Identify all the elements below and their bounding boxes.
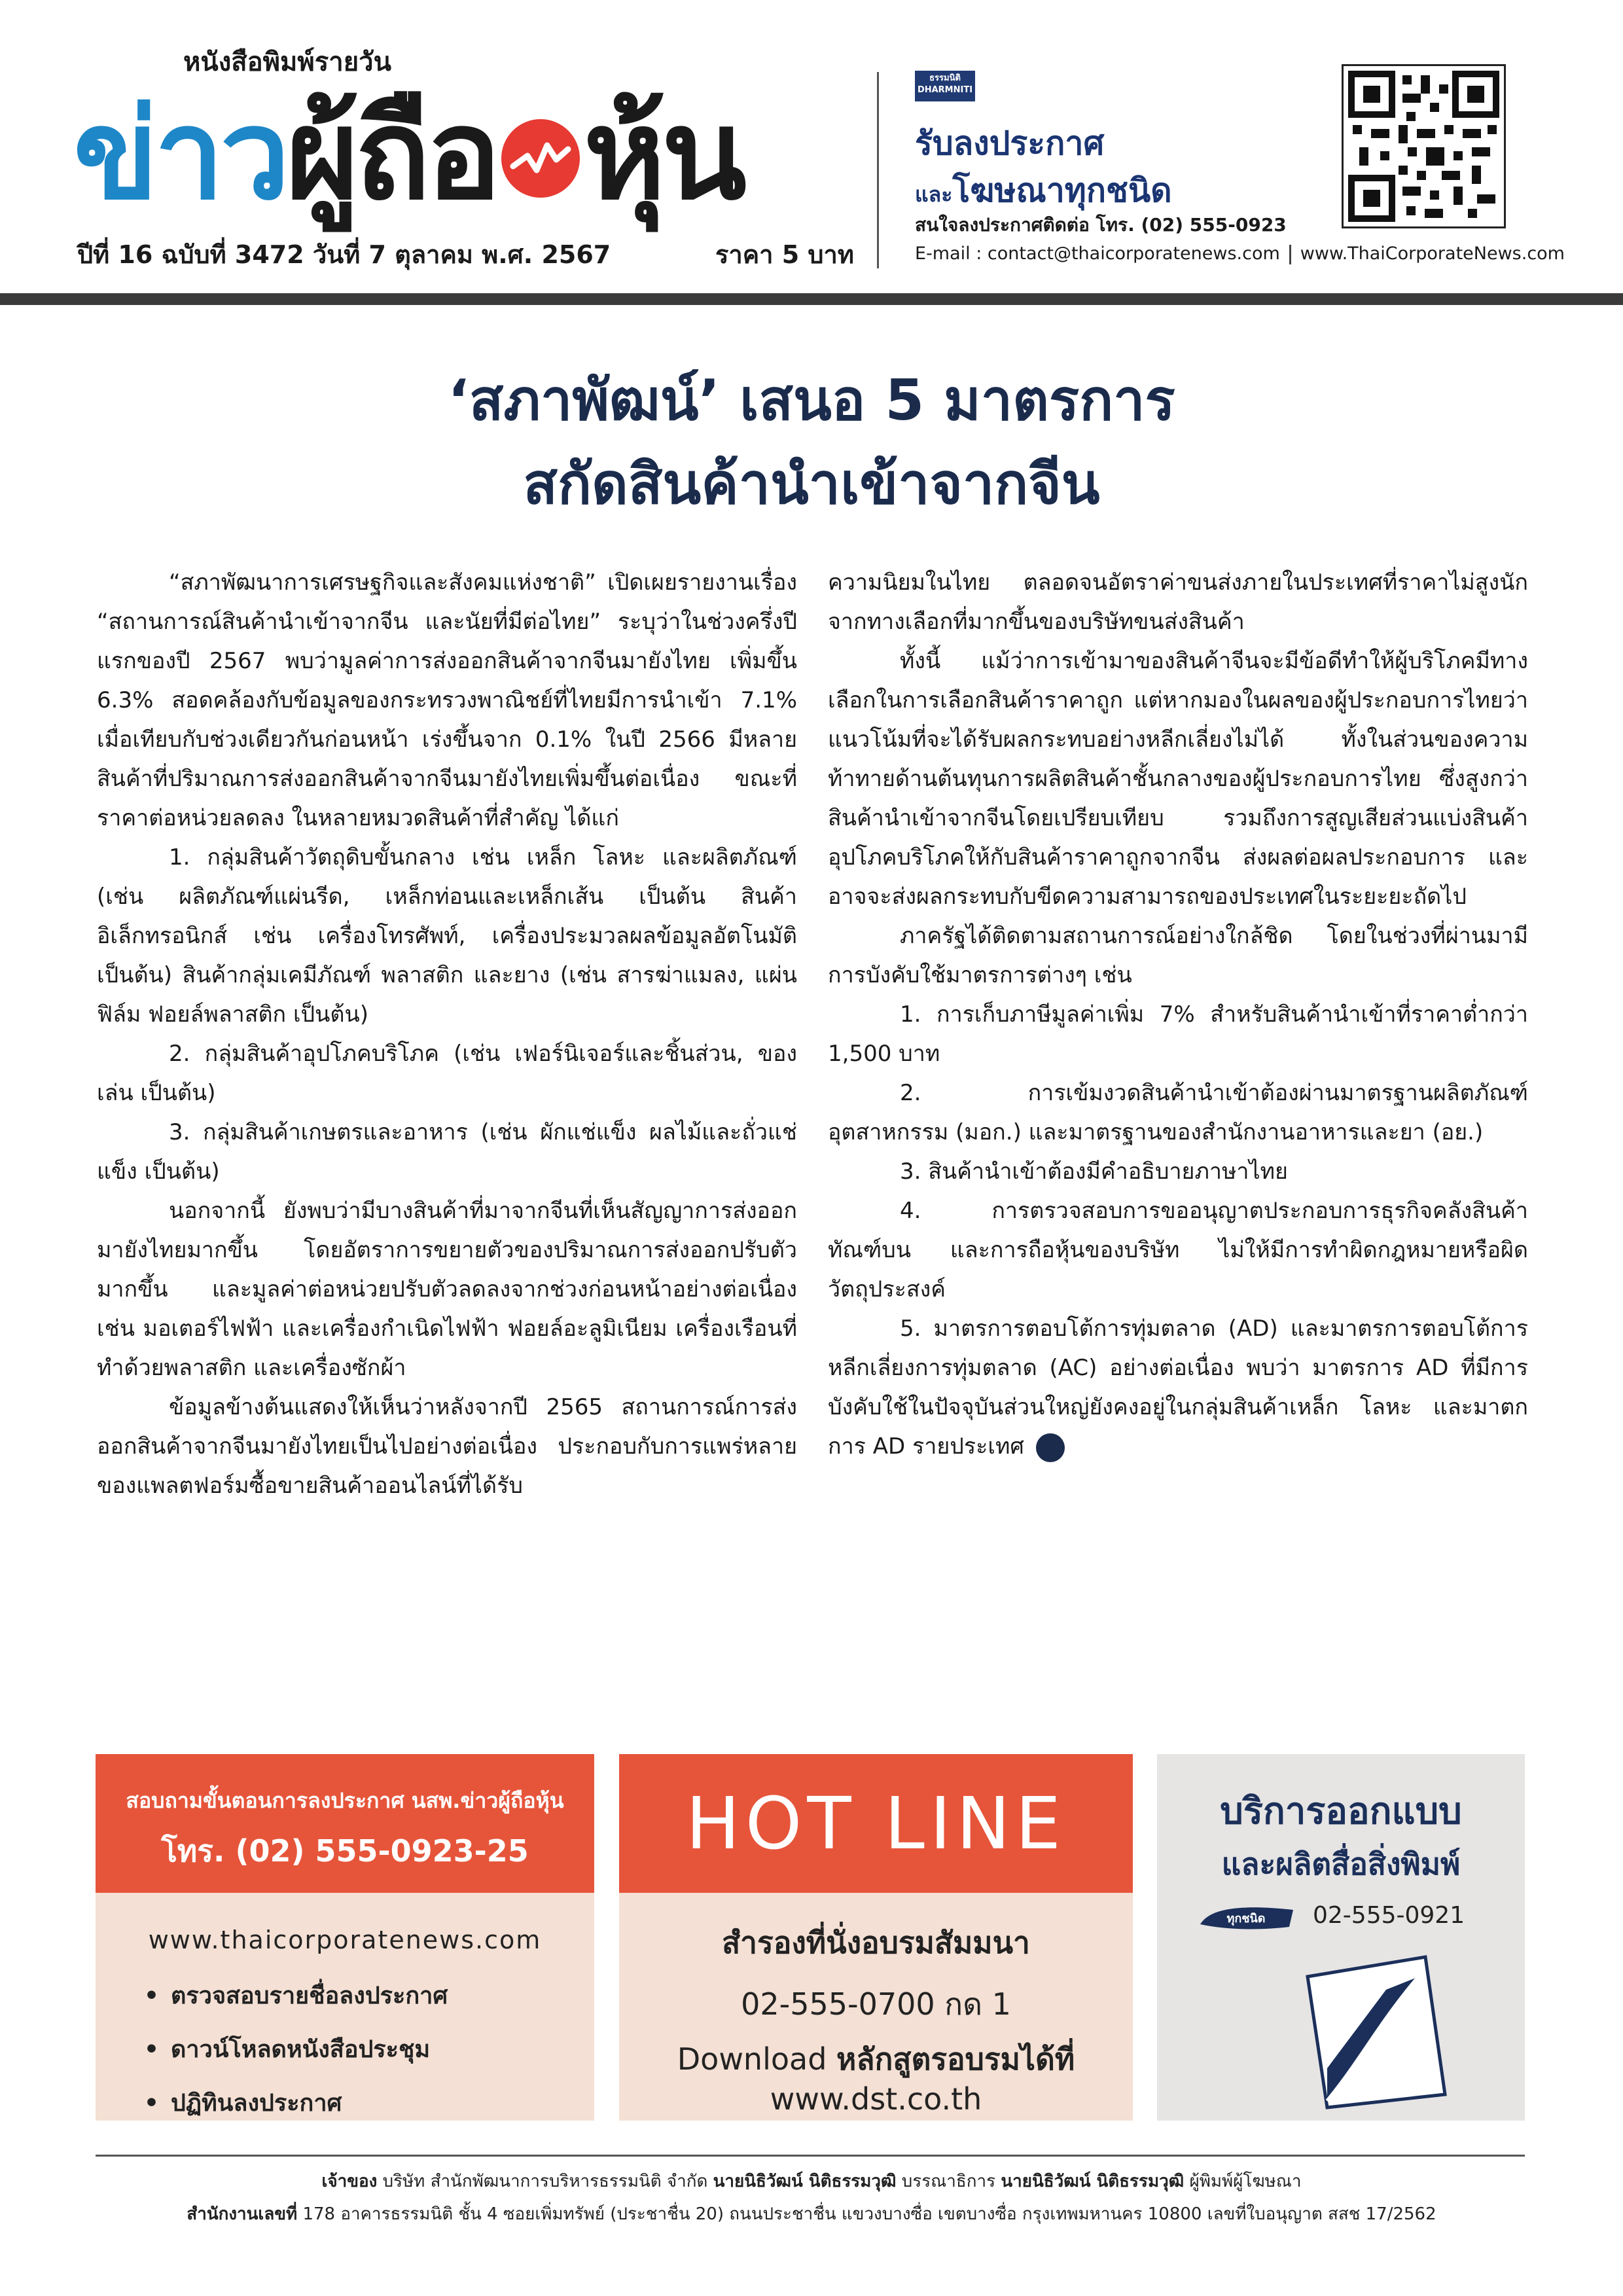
paragraph-text: 5. มาตรการตอบโต้การทุ่มตลาด (AD) และมาตรการตอบโต้การหลีกเลี่ยงการทุ่มตลาด (AC) อย่างต่อเนื่อง พบว่า มาตรการ AD ที่มีการบังคับใช้ในปัจจุบันส่วนใหญ่ยังคงอยู่ในกลุ่มสินค้าเหล็ก โลหะ และมาตกการ AD รายประเทศ — [828, 1316, 1528, 1460]
paragraph: 2. กลุ่มสินค้าอุปโภคบริโภค (เช่น เฟอร์นิเจอร์และชิ้นส่วน, ของเล่น เป็นต้น) — [97, 1041, 797, 1106]
advert-email[interactable]: E-mail : contact@thaicorporatenews.com — [915, 243, 1280, 264]
paragraph: 2. การเข้มงวดสินค้านำเข้าต้องผ่านมาตรฐานผลิตภัณฑ์อุตสาหกรรม (มอก.) และมาตรฐานของสำนักงานอาหารและยา (อย.) — [828, 1080, 1528, 1145]
design-service-panel — [1157, 1754, 1525, 2121]
article-column-right — [828, 563, 1528, 1466]
article-end-icon — [1036, 1433, 1065, 1462]
headline-line-1: ‘สภาพัฒน์’ เสนอ 5 มาตรการ — [448, 368, 1175, 433]
hotline-title: HOT LINE — [686, 1782, 1066, 1865]
design-phone[interactable]: 02-555-0921 — [1313, 1902, 1465, 1929]
ad-notice-header — [96, 1754, 594, 1893]
brush-label: ทุกชนิด — [1226, 1912, 1266, 1926]
paragraph: “สภาพัฒนาการเศรษฐกิจและสังคมแห่งชาติ” เปิดเผยรายงานเรื่อง “สถานการณ์สินค้านำเข้าจากจีน และนัยที่มีต่อไทย” ระบุว่าในช่วงครึ่งปีแรกของปี 2567 พบว่ามูลค่าการส่งออกสินค้าจากจีนมายังไทย เพิ่มขึ้น 6.3% สอดคล้องกับข้อมูลของกระทรวงพาณิชย์ที่ไทยมีการนำเข้า 7.1% เมื่อเทียบกับช่วงเดียวกันก่อนหน้า เร่งขึ้นจาก 0.1% ในปี 2566 มีหลายสินค้าที่ปริมาณการส่งออกสินค้าจากจีนมายังไทยเพิ่มขึ้นต่อเนื่อง ขณะที่ราคาต่อหน่วยลดลง ในหลายหมวดสินค้าที่สำคัญ ได้แก่ — [97, 569, 797, 831]
advert-contact: สนใจลงประกาศติดต่อ โทร. (02) 555-0923 — [915, 214, 1287, 236]
last-paragraph — [828, 1309, 1528, 1466]
badge-top: ธรรมนิติ — [929, 73, 961, 83]
advert-website[interactable]: www.ThaiCorporateNews.com — [1300, 243, 1565, 264]
footer-owner-label: เจ้าของ — [321, 2172, 378, 2191]
hotline-panel — [619, 1754, 1133, 2121]
hotline-download-text: หลักสูตรอบรมได้ที่ — [836, 2041, 1075, 2077]
footer-office: 178 อาคารธรรมนิติ ชั้น 4 ซอยเพิ่มทรัพย์ (ประชาชื่น 20) ถนนประชาชื่น แขวงบางซื่อ เขตบางซื่อ กรุงเทพมหานคร 10800 เลขที่ใบอนุญาต สสช 17/2562 — [302, 2204, 1436, 2224]
paragraph: 3. กลุ่มสินค้าเกษตรและอาหาร (เช่น ผักแช่แข็ง ผลไม้และถั่วแช่แข็ง เป็นต้น) — [97, 1119, 797, 1185]
footer-line-2 — [0, 2200, 1623, 2227]
paragraph: 3. สินค้านำเข้าต้องมีคำอธิบายภาษาไทย — [900, 1158, 1288, 1185]
footer-editor-name: นายนิธิวัฒน์ นิติธรรมวุฒิ — [713, 2172, 897, 2191]
ad-notice-phone[interactable]: โทร. (02) 555-0923-25 — [161, 1833, 529, 1869]
dharmniti-logo — [915, 71, 975, 101]
footer-publisher-name: นายนิธิวัฒน์ นิติธรรมวุฒิ — [1001, 2172, 1185, 2191]
logo-text-black-1: ผู้ถือ — [286, 82, 497, 227]
advert-links — [915, 243, 1565, 264]
stock-chart-icon — [501, 119, 580, 198]
masthead — [0, 0, 1623, 308]
paragraph: 1. กลุ่มสินค้าวัตถุดิบขั้นกลาง เช่น เหล็ก โลหะ และผลิตภัณฑ์ (เช่น ผลิตภัณฑ์แผ่นรีด, เหล็กท่อนและเหล็กเส้น เป็นต้น สินค้าอิเล็กทรอนิกส์ เช่น เครื่องโทรศัพท์, เครื่องประมวลผลข้อมูลอัตโนมัติ เป็นต้น) สินค้ากลุ่มเคมีภัณฑ์ พลาสติก และยาง (เช่น สารฆ่าแมลง, แผ่นฟิล์ม ฟอยล์พลาสติก เป็นต้น) — [97, 844, 797, 1028]
advert-line-2-prefix: และ — [915, 182, 953, 207]
price: ราคา 5 บาท — [715, 240, 854, 269]
advert-line-2 — [915, 165, 1172, 217]
hotline-download[interactable] — [619, 2036, 1133, 2083]
qr-code-icon[interactable] — [1342, 64, 1506, 228]
printed-page-icon — [1288, 1950, 1458, 2114]
advert-line-1: รับลงประกาศ — [915, 124, 1105, 162]
footer-editor-role: บรรณาธิการ — [901, 2172, 996, 2191]
paragraph: นอกจากนี้ ยังพบว่ามีบางสินค้าที่มาจากจีนที่เห็นสัญญาการส่งออกมายังไทยมากขึ้น โดยอัตราการขยายตัวของปริมาณการส่งออกปรับตัวมากขึ้น และมูลค่าต่อหน่วยปรับตัวลดลงจากช่วงก่อนหน้าอย่างต่อเนื่อง เช่น มอเตอร์ไฟฟ้า และเครื่องกำเนิดไฟฟ้า ฟอยล์อะลูมิเนียม เครื่องเรือนที่ทำด้วยพลาสติก และเครื่องซักผ้า — [97, 1198, 797, 1381]
footer-publisher-role: ผู้พิมพ์ผู้โฆษณา — [1189, 2172, 1302, 2191]
hotline-phone[interactable]: 02-555-0700 กด 1 — [741, 1986, 1011, 2022]
advert-line-2-main: โฆษณาทุกชนิด — [952, 171, 1172, 209]
footer-office-label: สำนักงานเลขที่ — [187, 2204, 298, 2224]
masthead-rule — [0, 293, 1623, 305]
brush-stroke-icon — [1198, 1901, 1296, 1933]
paragraph: ทั้งนี้ แม้ว่าการเข้ามาของสินค้าจีนจะมีข้อดีทำให้ผู้บริโภคมีทางเลือกในการเลือกสินค้าราคาถูก แต่หากมองในผลของผู้ประกอบการไทยว่าแนวโน้มที่จะได้รับผลกระทบอย่างหลีกเลี่ยงไม่ได้ ทั้งในส่วนของความท้าทายด้านต้นทุนการผลิตสินค้าชั้นกลางของผู้ประกอบการไทย ซึ่งสูงกว่าสินค้านำเข้าจากจีนโดยเปรียบเทียบ รวมถึงการสูญเสียส่วนแบ่งสินค้าอุปโภคบริโภคให้กับสินค้าราคาถูกจากจีน ส่งผลต่อผลประกอบการ และอาจจะส่งผลกระทบกับขีดความสามารถของประเทศในระยะยะถัดไป — [828, 648, 1528, 910]
paragraph: 4. การตรวจสอบการขออนุญาตประกอบการธุรกิจคลังสินค้าทัณฑ์บน และการถือหุ้นของบริษัท ไม่ให้มีการทำผิดกฎหมายหรือผิดวัตถุประสงค์ — [828, 1198, 1528, 1302]
footer-rule — [96, 2155, 1525, 2157]
issue-info: ปีที่ 16 ฉบับที่ 3472 วันที่ 7 ตุลาคม พ.ศ. 2567 — [77, 240, 611, 269]
hotline-url[interactable]: www.dst.co.th — [770, 2081, 982, 2117]
design-title-1: บริการออกแบบ — [1220, 1790, 1462, 1833]
hotline-download-word: Download — [677, 2041, 827, 2077]
article-column-left — [97, 563, 797, 1505]
hotline-header — [619, 1754, 1133, 1893]
ad-notice-url[interactable]: www.thaicorporatenews.com — [148, 1926, 542, 1954]
footer-owner: บริษัท สำนักพัฒนาการบริหารธรรมนิติ จำกัด — [382, 2172, 708, 2191]
logo-text-blue: ข่าว — [73, 82, 287, 227]
logo-text-black-2: หุ้น — [583, 82, 743, 227]
paragraph: ข้อมูลข้างต้นแสดงให้เห็นว่าหลังจากปี 2565 สถานการณ์การส่งออกสินค้าจากจีนมายังไทยเป็นไปอย่างต่อเนื่อง ประกอบกับการแพร่หลายของแพลตฟอร์มซื้อขายสินค้าออนไลน์ที่ได้รับ — [97, 1394, 797, 1499]
paragraph: 1. การเก็บภาษีมูลค่าเพิ่ม 7% สำหรับสินค้านำเข้าที่ราคาต่ำกว่า 1,500 บาท — [828, 1001, 1528, 1067]
badge-bottom: DHARMNITI — [917, 85, 973, 95]
paragraph: ภาครัฐได้ติดตามสถานการณ์อย่างใกล้ชิด โดยในช่วงที่ผ่านมามีการบังคับใช้มาตรการต่างๆ เช่น — [828, 923, 1528, 988]
paragraph: ความนิยมในไทย ตลอดจนอัตราค่าขนส่งภายในประเทศที่ราคาไม่สูงนัก จากทางเลือกที่มากขึ้นของบริษัทขนส่งสินค้า — [828, 569, 1528, 635]
newspaper-logo[interactable] — [73, 60, 743, 227]
hotline-line-1: สำรองที่นั่งอบรมสัมมนา — [722, 1925, 1030, 1960]
link-separator — [1289, 245, 1291, 264]
design-title-2: และผลิตสื่อสิ่งพิมพ์ — [1221, 1846, 1461, 1882]
list-item[interactable]: • ปฏิทินลงประกาศ — [144, 2084, 342, 2121]
ad-notice-panel — [96, 1754, 594, 2121]
list-item[interactable]: • ดาวน์โหลดหนังสือประชุม — [144, 2030, 430, 2068]
masthead-divider — [877, 72, 879, 268]
ad-notice-heading: สอบถามขั้นตอนการลงประกาศ นสพ.ข่าวผู้ถือหุ้น — [126, 1788, 564, 1813]
headline — [0, 359, 1623, 526]
footer-line-1 — [0, 2168, 1623, 2195]
list-item[interactable]: • ตรวจสอบรายชื่อลงประกาศ — [144, 1977, 448, 2014]
tagline: หนังสือพิมพ์รายวัน — [183, 47, 391, 77]
headline-line-2: สกัดสินค้านำเข้าจากจีน — [523, 452, 1100, 517]
